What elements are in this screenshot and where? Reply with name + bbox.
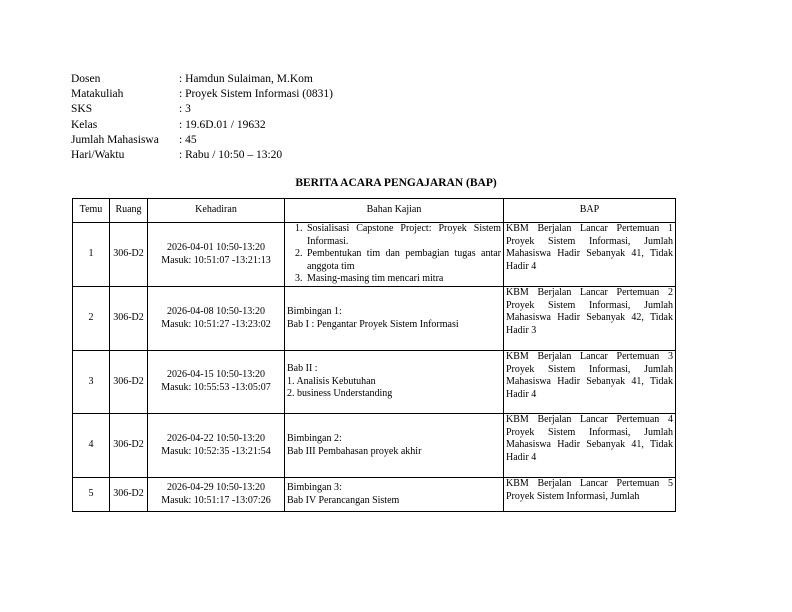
info-value: : 45 — [179, 133, 197, 146]
cell-temu: 1 — [73, 223, 110, 287]
kajian-line: Bimbingan 2: — [287, 432, 342, 444]
cell-ruang: 306-D2 — [110, 414, 148, 478]
cell-bap: KBM Berjalan Lancar Pertemuan 3 Proyek Sistem Informasi, Jumlah Mahasiswa Hadir Sebanyak 41, Tidak Hadir 4 — [504, 351, 676, 414]
table-row — [73, 223, 676, 287]
cell-bahan-kajian — [285, 478, 504, 512]
cell-kehadiran — [148, 478, 285, 512]
kehadiran-masuk: Masuk: 10:52:35 -13:21:54 — [161, 445, 271, 457]
header-ruang: Ruang — [110, 199, 148, 223]
info-value: : Hamdun Sulaiman, M.Kom — [179, 73, 313, 85]
cell-temu: 4 — [73, 414, 110, 478]
topic-item: 3. Masing-masing tim mencari mitra — [305, 273, 501, 286]
header-bap: BAP — [504, 199, 676, 223]
kehadiran-jadwal: 2026-04-01 10:50-13:20 — [166, 241, 266, 253]
info-value: : Proyek Sistem Informasi (0831) — [179, 88, 333, 101]
cell-bahan-kajian — [285, 351, 504, 414]
kajian-line: 1. Analisis Kebutuhan — [287, 375, 376, 387]
topic-list — [287, 223, 501, 286]
cell-bahan-kajian — [285, 223, 504, 287]
info-value: : Rabu / 10:50 – 13:20 — [179, 149, 283, 162]
info-row-kelas — [71, 118, 333, 133]
cell-kehadiran — [148, 351, 285, 414]
info-label: Hari/Waktu — [71, 149, 125, 162]
table-row — [73, 414, 676, 478]
info-row-dosen — [71, 72, 333, 87]
cell-bap: KBM Berjalan Lancar Pertemuan 1 Proyek Sistem Informasi, Jumlah Mahasiswa Hadir Sebanyak 41, Tidak Hadir 4 — [504, 223, 676, 287]
info-value: : 19.6D.01 / 19632 — [179, 118, 266, 131]
bap-table — [72, 198, 676, 512]
info-label: Dosen — [71, 73, 101, 85]
info-row-matakuliah — [71, 87, 333, 102]
info-row-sks — [71, 102, 333, 117]
cell-kehadiran — [148, 223, 285, 287]
cell-bahan-kajian — [285, 414, 504, 478]
kajian-line: Bimbingan 1: — [287, 305, 342, 317]
topic-item: 1. Sosialisasi Capstone Project: Proyek Sistem Informasi. — [305, 223, 501, 248]
info-label: SKS — [71, 103, 93, 116]
kajian-line: Bab II : — [287, 363, 318, 375]
table-row — [73, 351, 676, 414]
cell-temu: 3 — [73, 351, 110, 414]
kajian-line: Bab I : Pengantar Proyek Sistem Informasi — [287, 318, 459, 330]
kehadiran-jadwal: 2026-04-08 10:50-13:20 — [166, 305, 266, 317]
cell-temu: 2 — [73, 287, 110, 351]
cell-ruang: 306-D2 — [110, 223, 148, 287]
info-row-hari-waktu — [71, 148, 333, 163]
kajian-line: Bab IV Perancangan Sistem — [287, 494, 400, 506]
table-header-row — [73, 199, 676, 223]
header-kehadiran: Kehadiran — [148, 199, 285, 223]
kehadiran-masuk: Masuk: 10:51:07 -13:21:13 — [161, 254, 271, 266]
kehadiran-jadwal: 2026-04-15 10:50-13:20 — [166, 369, 266, 381]
table-row — [73, 478, 676, 512]
kehadiran-masuk: Masuk: 10:55:53 -13:05:07 — [161, 382, 271, 393]
kehadiran-jadwal: 2026-04-22 10:50-13:20 — [166, 432, 266, 444]
cell-kehadiran — [148, 414, 285, 478]
info-label: Kelas — [71, 118, 98, 131]
topic-item: 2. Pembentukan tim dan pembagian tugas antar anggota tim — [305, 248, 501, 273]
cell-ruang: 306-D2 — [110, 478, 148, 512]
page-title: BERITA ACARA PENGAJARAN (BAP) — [295, 177, 497, 189]
info-row-jumlah-mahasiswa — [71, 133, 333, 148]
cell-bap: KBM Berjalan Lancar Pertemuan 4 Proyek Sistem Informasi, Jumlah Mahasiswa Hadir Sebanyak 41, Tidak Hadir 4 — [504, 414, 676, 478]
kajian-line: Bimbingan 3: — [287, 481, 342, 493]
info-value: : 3 — [179, 103, 191, 116]
cell-bap: KBM Berjalan Lancar Pertemuan 5 Proyek Sistem Informasi, Jumlah — [504, 478, 676, 512]
cell-ruang: 306-D2 — [110, 351, 148, 414]
course-info — [71, 72, 333, 163]
cell-kehadiran — [148, 287, 285, 351]
info-label: Matakuliah — [71, 88, 124, 101]
kehadiran-masuk: Masuk: 10:51:17 -13:07:26 — [161, 494, 271, 506]
header-temu: Temu — [73, 199, 110, 223]
table-row — [73, 287, 676, 351]
cell-temu: 5 — [73, 478, 110, 512]
header-bahan-kajian: Bahan Kajian — [285, 199, 504, 223]
kehadiran-jadwal: 2026-04-29 10:50-13:20 — [166, 481, 266, 493]
cell-ruang: 306-D2 — [110, 287, 148, 351]
cell-bap: KBM Berjalan Lancar Pertemuan 2 Proyek Sistem Informasi, Jumlah Mahasiswa Hadir Sebanyak 42, Tidak Hadir 3 — [504, 287, 676, 351]
kajian-line: Bab III Pembahasan proyek akhir — [287, 445, 422, 457]
info-label: Jumlah Mahasiswa — [71, 133, 159, 146]
kajian-line: 2. business Understanding — [287, 388, 393, 400]
cell-bahan-kajian — [285, 287, 504, 351]
kehadiran-masuk: Masuk: 10:51:27 -13:23:02 — [161, 318, 271, 330]
